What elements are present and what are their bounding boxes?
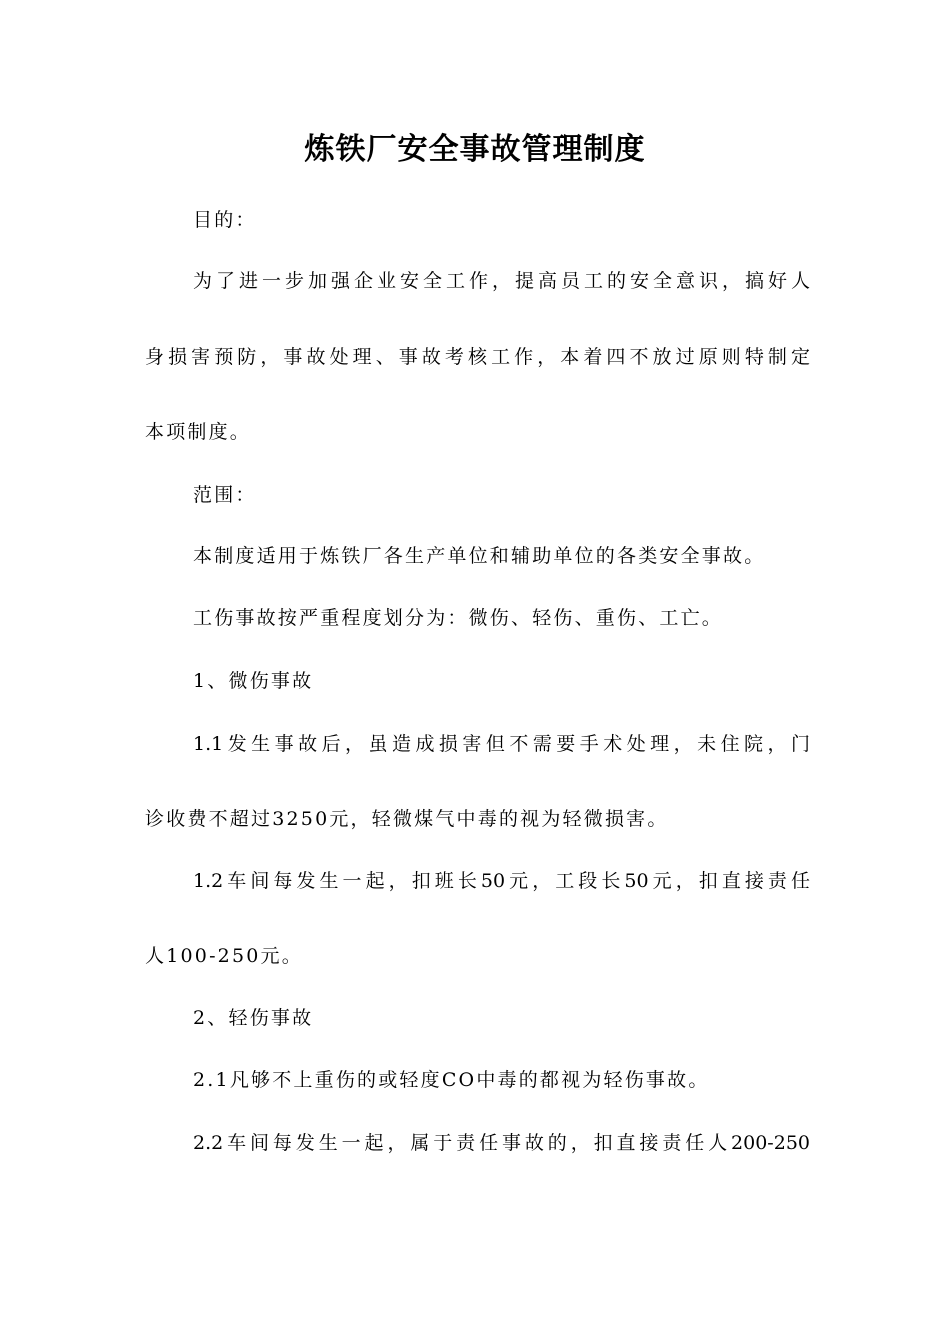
paragraph-line: 诊收费不超过3250元，轻微煤气中毒的视为轻微损害。 xyxy=(145,808,669,830)
paragraph-line: 1.1发生事故后，虽造成损害但不需要手术处理，未住院，门 xyxy=(193,733,810,755)
paragraph-line: 身损害预防，事故处理、事故考核工作，本着四不放过原则特制定 xyxy=(145,346,810,368)
paragraph-line: 工伤事故按严重程度划分为：微伤、轻伤、重伤、工亡。 xyxy=(193,607,724,629)
heading-scope: 范围： xyxy=(193,484,257,506)
paragraph-line: 人100-250元。 xyxy=(145,945,303,967)
paragraph-line: 为了进一步加强企业安全工作，提高员工的安全意识，搞好人 xyxy=(193,270,810,292)
section-heading: 1、微伤事故 xyxy=(193,670,314,692)
paragraph-line: 2.2车间每发生一起，属于责任事故的，扣直接责任人200-250 xyxy=(193,1132,810,1154)
paragraph-line: 本项制度。 xyxy=(145,421,252,443)
paragraph-line: 本制度适用于炼铁厂各生产单位和辅助单位的各类安全事故。 xyxy=(193,545,766,567)
paragraph-line: 2.1凡够不上重伤的或轻度CO中毒的都视为轻伤事故。 xyxy=(193,1069,710,1091)
heading-purpose: 目的： xyxy=(193,209,257,231)
paragraph-line: 1.2车间每发生一起，扣班长50元，工段长50元，扣直接责任 xyxy=(193,870,810,892)
section-heading: 2、轻伤事故 xyxy=(193,1007,314,1029)
document-title: 炼铁厂安全事故管理制度 xyxy=(304,132,646,167)
